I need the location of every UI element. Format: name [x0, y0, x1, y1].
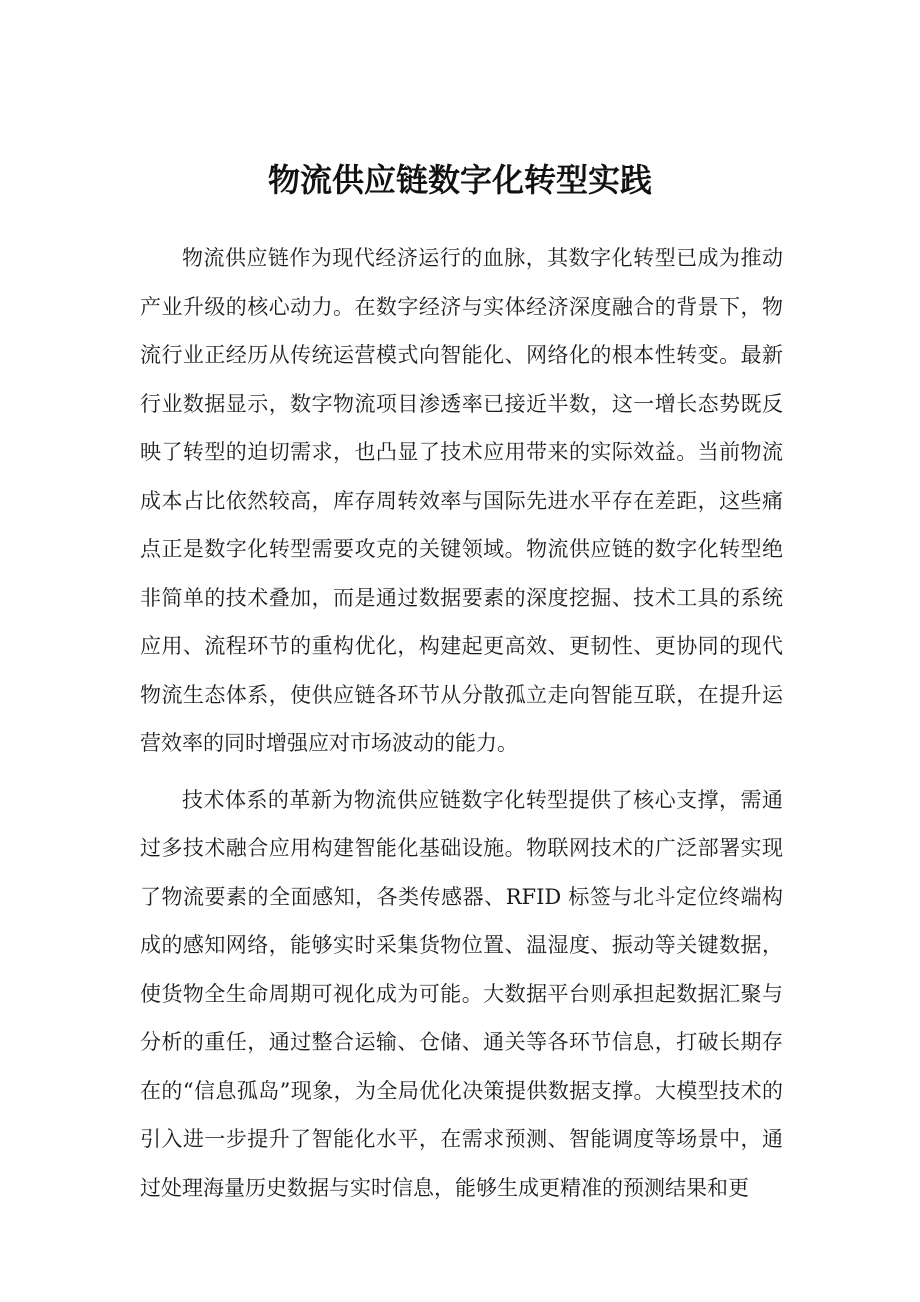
paragraph-2: 技术体系的革新为物流供应链数字化转型提供了核心支撑，需通过多技术融合应用构建智能化基础设施。物联网技术的广泛部署实现了物流要素的全面感知，各类传感器、RFID 标签与北斗定位终端构成的感知网络，能够实时采集货物位置、温湿度、振动等关键数据，使货物全生命周期可视化成为可能。大数据平台则承担起数据汇聚与分析的重任，通过整合运输、仓储、通关等各环节信息，打破长期存在的“信息孤岛”现象，为全局优化决策提供数据支撑。大模型技术的引入进一步提升了智能化水平，在需求预测、智能调度等场景中，通过处理海量历史数据与实时信息，能够生成更精准的预测结果和更 [140, 787, 783, 1200]
document-title: 物流供应链数字化转型实践 [267, 161, 652, 199]
document-body [140, 234, 783, 1220]
paragraph-1: 物流供应链作为现代经济运行的血脉，其数字化转型已成为推动产业升级的核心动力。在数字经济与实体经济深度融合的背景下，物流行业正经历从传统运营模式向智能化、网络化的根本性转变。最新行业数据显示，数字物流项目渗透率已接近半数，这一增长态势既反映了转型的迫切需求，也凸显了技术应用带来的实际效益。当前物流成本占比依然较高，库存周转效率与国际先进水平存在差距，这些痛点正是数字化转型需要攻克的关键领域。物流供应链的数字化转型绝非简单的技术叠加，而是通过数据要素的深度挖掘、技术工具的系统应用、流程环节的重构优化，构建起更高效、更韧性、更协同的现代物流生态体系，使供应链各环节从分散孤立走向智能互联，在提升运营效率的同时增强应对市场波动的能力。 [140, 246, 783, 755]
